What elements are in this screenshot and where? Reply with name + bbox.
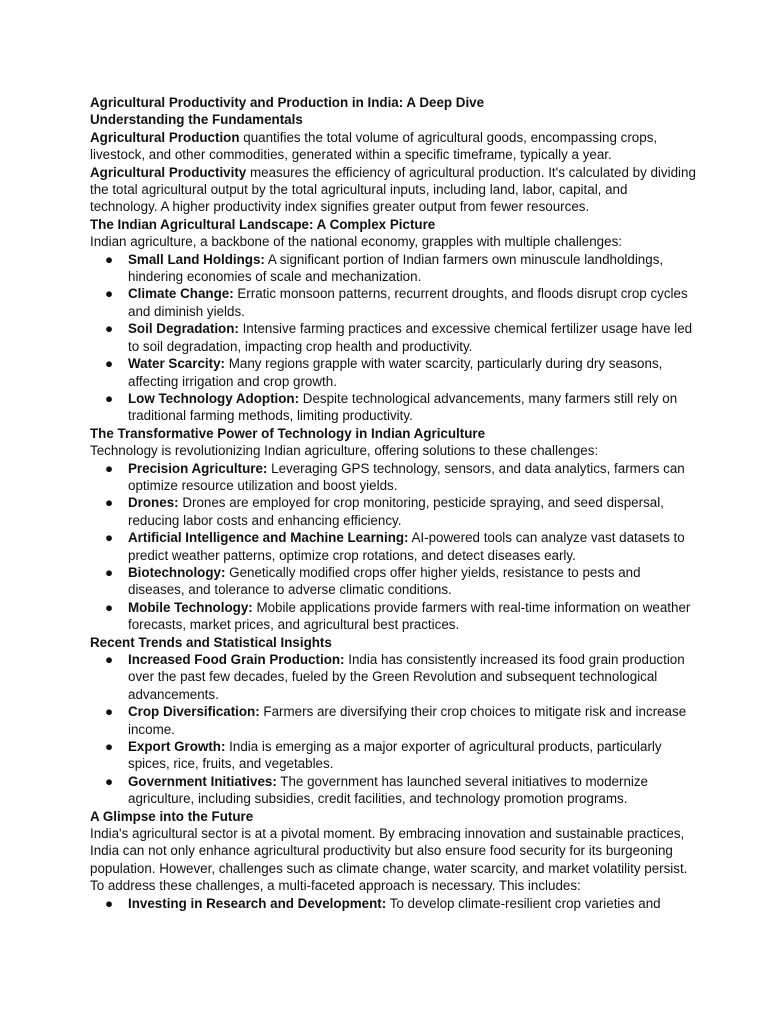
item-term: Low Technology Adoption: [128,390,300,406]
item-text: AI-powered tools can analyze vast datasets to predict weather patterns, optimize crop rotations, and detect diseases early. [128,530,685,563]
item-text: Leveraging GPS technology, sensors, and data analytics, farmers can optimize resource utilization and boost yields. [128,460,685,493]
list-item [90,895,698,912]
bullet-icon: ● [105,773,114,789]
item-term: Precision Agriculture: [128,460,268,476]
item-text: A significant portion of Indian farmers own minuscule landholdings, hindering economies of scale and mechanization. [128,251,664,285]
item-text: India is emerging as a major exporter of agricultural products, particularly spices, rice, fruits, and vegetables. [128,739,662,772]
challenges-list [90,251,698,425]
term: Agricultural Productivity [90,164,247,180]
paragraph-production [90,129,698,164]
item-text: Intensive farming practices and excessive chemical fertilizer usage have led to soil degradation, impacting crop health and productivity. [128,321,693,354]
list-item [90,773,698,808]
item-text: Erratic monsoon patterns, recurrent droughts, and floods disrupt crop cycles and diminish yields. [128,286,688,319]
bullet-icon: ● [105,652,114,667]
bullet-icon: ● [105,739,114,755]
item-text: Farmers are diversifying their crop choices to mitigate risk and increase income. [128,704,687,737]
list-item [90,390,698,425]
list-item [90,529,698,564]
section-heading-landscape: The Indian Agricultural Landscape: A Complex Picture [90,216,436,232]
list-item [90,651,698,703]
bullet-icon: ● [105,356,114,372]
list-item [90,564,698,599]
paragraph-productivity [90,164,698,216]
bullet-icon: ● [105,495,114,511]
bullet-icon: ● [105,321,114,337]
section-heading-fundamentals: Understanding the Fundamentals [90,112,303,128]
item-text: Genetically modified crops offer higher yields, resistance to pests and diseases, and tolerance to adverse climatic conditions. [128,564,641,598]
list-item [90,320,698,355]
paragraph-approach: To address these challenges, a multi-faceted approach is necessary. This includes: [90,878,581,894]
item-term: Biotechnology: [128,564,226,580]
approach-list [90,895,698,912]
bullet-icon: ● [105,599,114,615]
item-term: Artificial Intelligence and Machine Learning: [128,530,409,546]
item-text: India has consistently increased its food grain production over the past few decades, fueled by the Green Revolution and subsequent technological advancements. [128,652,685,702]
list-item [90,460,698,495]
item-term: Water Scarcity: [128,356,225,372]
item-term: Export Growth: [128,739,226,755]
item-text: To develop climate-resilient crop varieties and [386,895,661,911]
bullet-icon: ● [105,530,114,546]
list-item [90,738,698,773]
item-term: Mobile Technology: [128,599,253,615]
document-title: Agricultural Productivity and Production in India: A Deep Dive [90,95,485,110]
item-term: Crop Diversification: [128,704,260,720]
item-text: Despite technological advancements, many farmers still rely on traditional farming methods, limiting productivity. [128,390,678,424]
list-item [90,355,698,390]
section-heading-future: A Glimpse into the Future [90,808,254,824]
section-heading-trends: Recent Trends and Statistical Insights [90,634,332,650]
definition-text: measures the efficiency of agricultural production. It's calculated by dividing the total agricultural output by the total agricultural inputs, including land, labor, capital, and technology. A higher productivity index signifies greater output from fewer resources. [90,164,696,215]
item-term: Climate Change: [128,286,234,302]
item-text: Drones are employed for crop monitoring, pesticide spraying, and seed dispersal, reducing labor costs and enhancing efficiency. [128,495,664,528]
bullet-icon: ● [105,251,114,267]
trends-list [90,651,698,808]
section-heading-technology: The Transformative Power of Technology in Indian Agriculture [90,425,486,441]
item-text: The government has launched several initiatives to modernize agriculture, including subsidies, credit facilities, and technology promotion programs. [128,773,649,807]
paragraph-future: India's agricultural sector is at a pivotal moment. By embracing innovation and sustainable practices, India can not only enhance agricultural productivity but also ensure food security for its burgeoning population. However, challenges such as climate change, water scarcity, and market volatility persist. [90,826,688,876]
item-term: Increased Food Grain Production: [128,652,345,667]
section-intro: Indian agriculture, a backbone of the national economy, grapples with multiple challenges: [90,234,622,250]
bullet-icon: ● [105,564,114,580]
item-term: Small Land Holdings: [128,251,265,267]
term: Agricultural Production [90,129,240,145]
list-item [90,285,698,320]
bullet-icon: ● [105,460,114,476]
list-item [90,494,698,529]
technology-list [90,460,698,634]
item-term: Investing in Research and Development: [128,895,387,911]
item-term: Soil Degradation: [128,321,239,337]
section-intro: Technology is revolutionizing Indian agriculture, offering solutions to these challenges: [90,443,599,459]
item-term: Government Initiatives: [128,773,277,789]
definition-text: quantifies the total volume of agricultural goods, encompassing crops, livestock, and other commodities, generated within a specific timeframe, typically a year. [90,129,658,163]
list-item [90,703,698,738]
item-text: Many regions grapple with water scarcity, particularly during dry seasons, affecting irrigation and crop growth. [128,356,663,389]
bullet-icon: ● [105,390,114,406]
item-text: Mobile applications provide farmers with real-time information on weather forecasts, market prices, and agricultural best practices. [128,599,691,633]
bullet-icon: ● [105,286,114,302]
list-item [90,251,698,286]
list-item [90,599,698,634]
bullet-icon: ● [105,895,114,911]
bullet-icon: ● [105,704,114,720]
item-term: Drones: [128,495,179,511]
